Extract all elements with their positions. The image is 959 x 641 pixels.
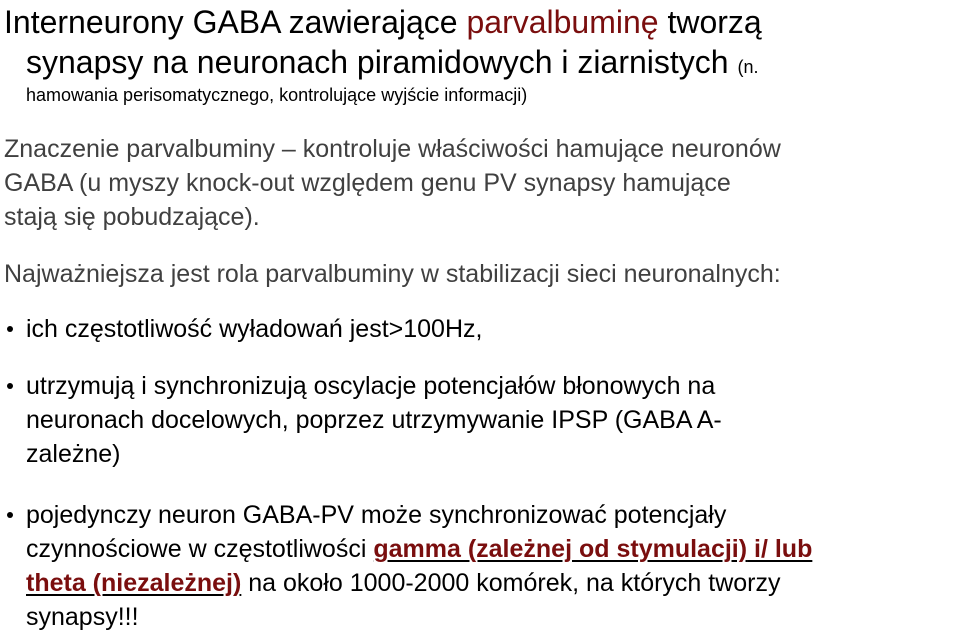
bullet-3-line-4: synapsy!!! xyxy=(26,603,139,631)
significance-line-2: GABA (u myszy knock-out względem genu PV synapsy hamujące xyxy=(4,169,731,197)
role-heading: Najważniejsza jest rola parvalbuminy w stabilizacji sieci neuronalnych: xyxy=(4,260,781,288)
title-text-b: tworzą xyxy=(658,4,762,40)
title-line-1 xyxy=(4,6,762,38)
significance-line-1: Znaczenie parvalbuminy – kontroluje właściwości hamujące neuronów xyxy=(4,135,781,163)
bullet-3-dot xyxy=(7,512,13,518)
title-highlight-parvalbumin: parvalbuminę xyxy=(466,4,659,40)
significance-line-3: stają się pobudzające). xyxy=(4,203,260,231)
bullet-3-line-3-text: na około 1000-2000 komórek, na których tworzy xyxy=(241,569,781,597)
bullet-3-line-2 xyxy=(26,537,812,562)
bullet-2-line-1: utrzymują i synchronizują oscylacje potencjałów błonowych na xyxy=(26,372,716,400)
bullet-3-line-2-text: czynnościowe w częstotliwości xyxy=(26,535,374,563)
bullet-3-line-3 xyxy=(26,571,781,596)
theta-highlight: theta (niezależnej) xyxy=(26,569,242,597)
title-line-2-text: synapsy na neuronach piramidowych i ziarnistych xyxy=(26,44,729,80)
title-line-2 xyxy=(26,46,758,78)
bullet-2-line-3: zależne) xyxy=(26,440,121,468)
bullet-1-dot xyxy=(7,326,13,332)
bullet-2-line-2: neuronach docelowych, poprzez utrzymywanie IPSP (GABA A- xyxy=(26,406,722,434)
title-line-2-small: (n. xyxy=(737,57,759,77)
title-text-a: Interneurony GABA zawierające xyxy=(4,4,467,40)
gamma-highlight: gamma (zależnej od stymulacji) xyxy=(373,535,748,563)
and-or-highlight: i/ lub xyxy=(747,535,813,563)
title-line-3: hamowania perisomatycznego, kontrolujące wyjście informacji) xyxy=(26,85,528,105)
bullet-1-text: ich częstotliwość wyładowań jest>100Hz, xyxy=(26,315,483,343)
bullet-3-line-1: pojedynczy neuron GABA-PV może synchronizować potencjały xyxy=(26,501,727,529)
bullet-2-dot xyxy=(7,383,13,389)
